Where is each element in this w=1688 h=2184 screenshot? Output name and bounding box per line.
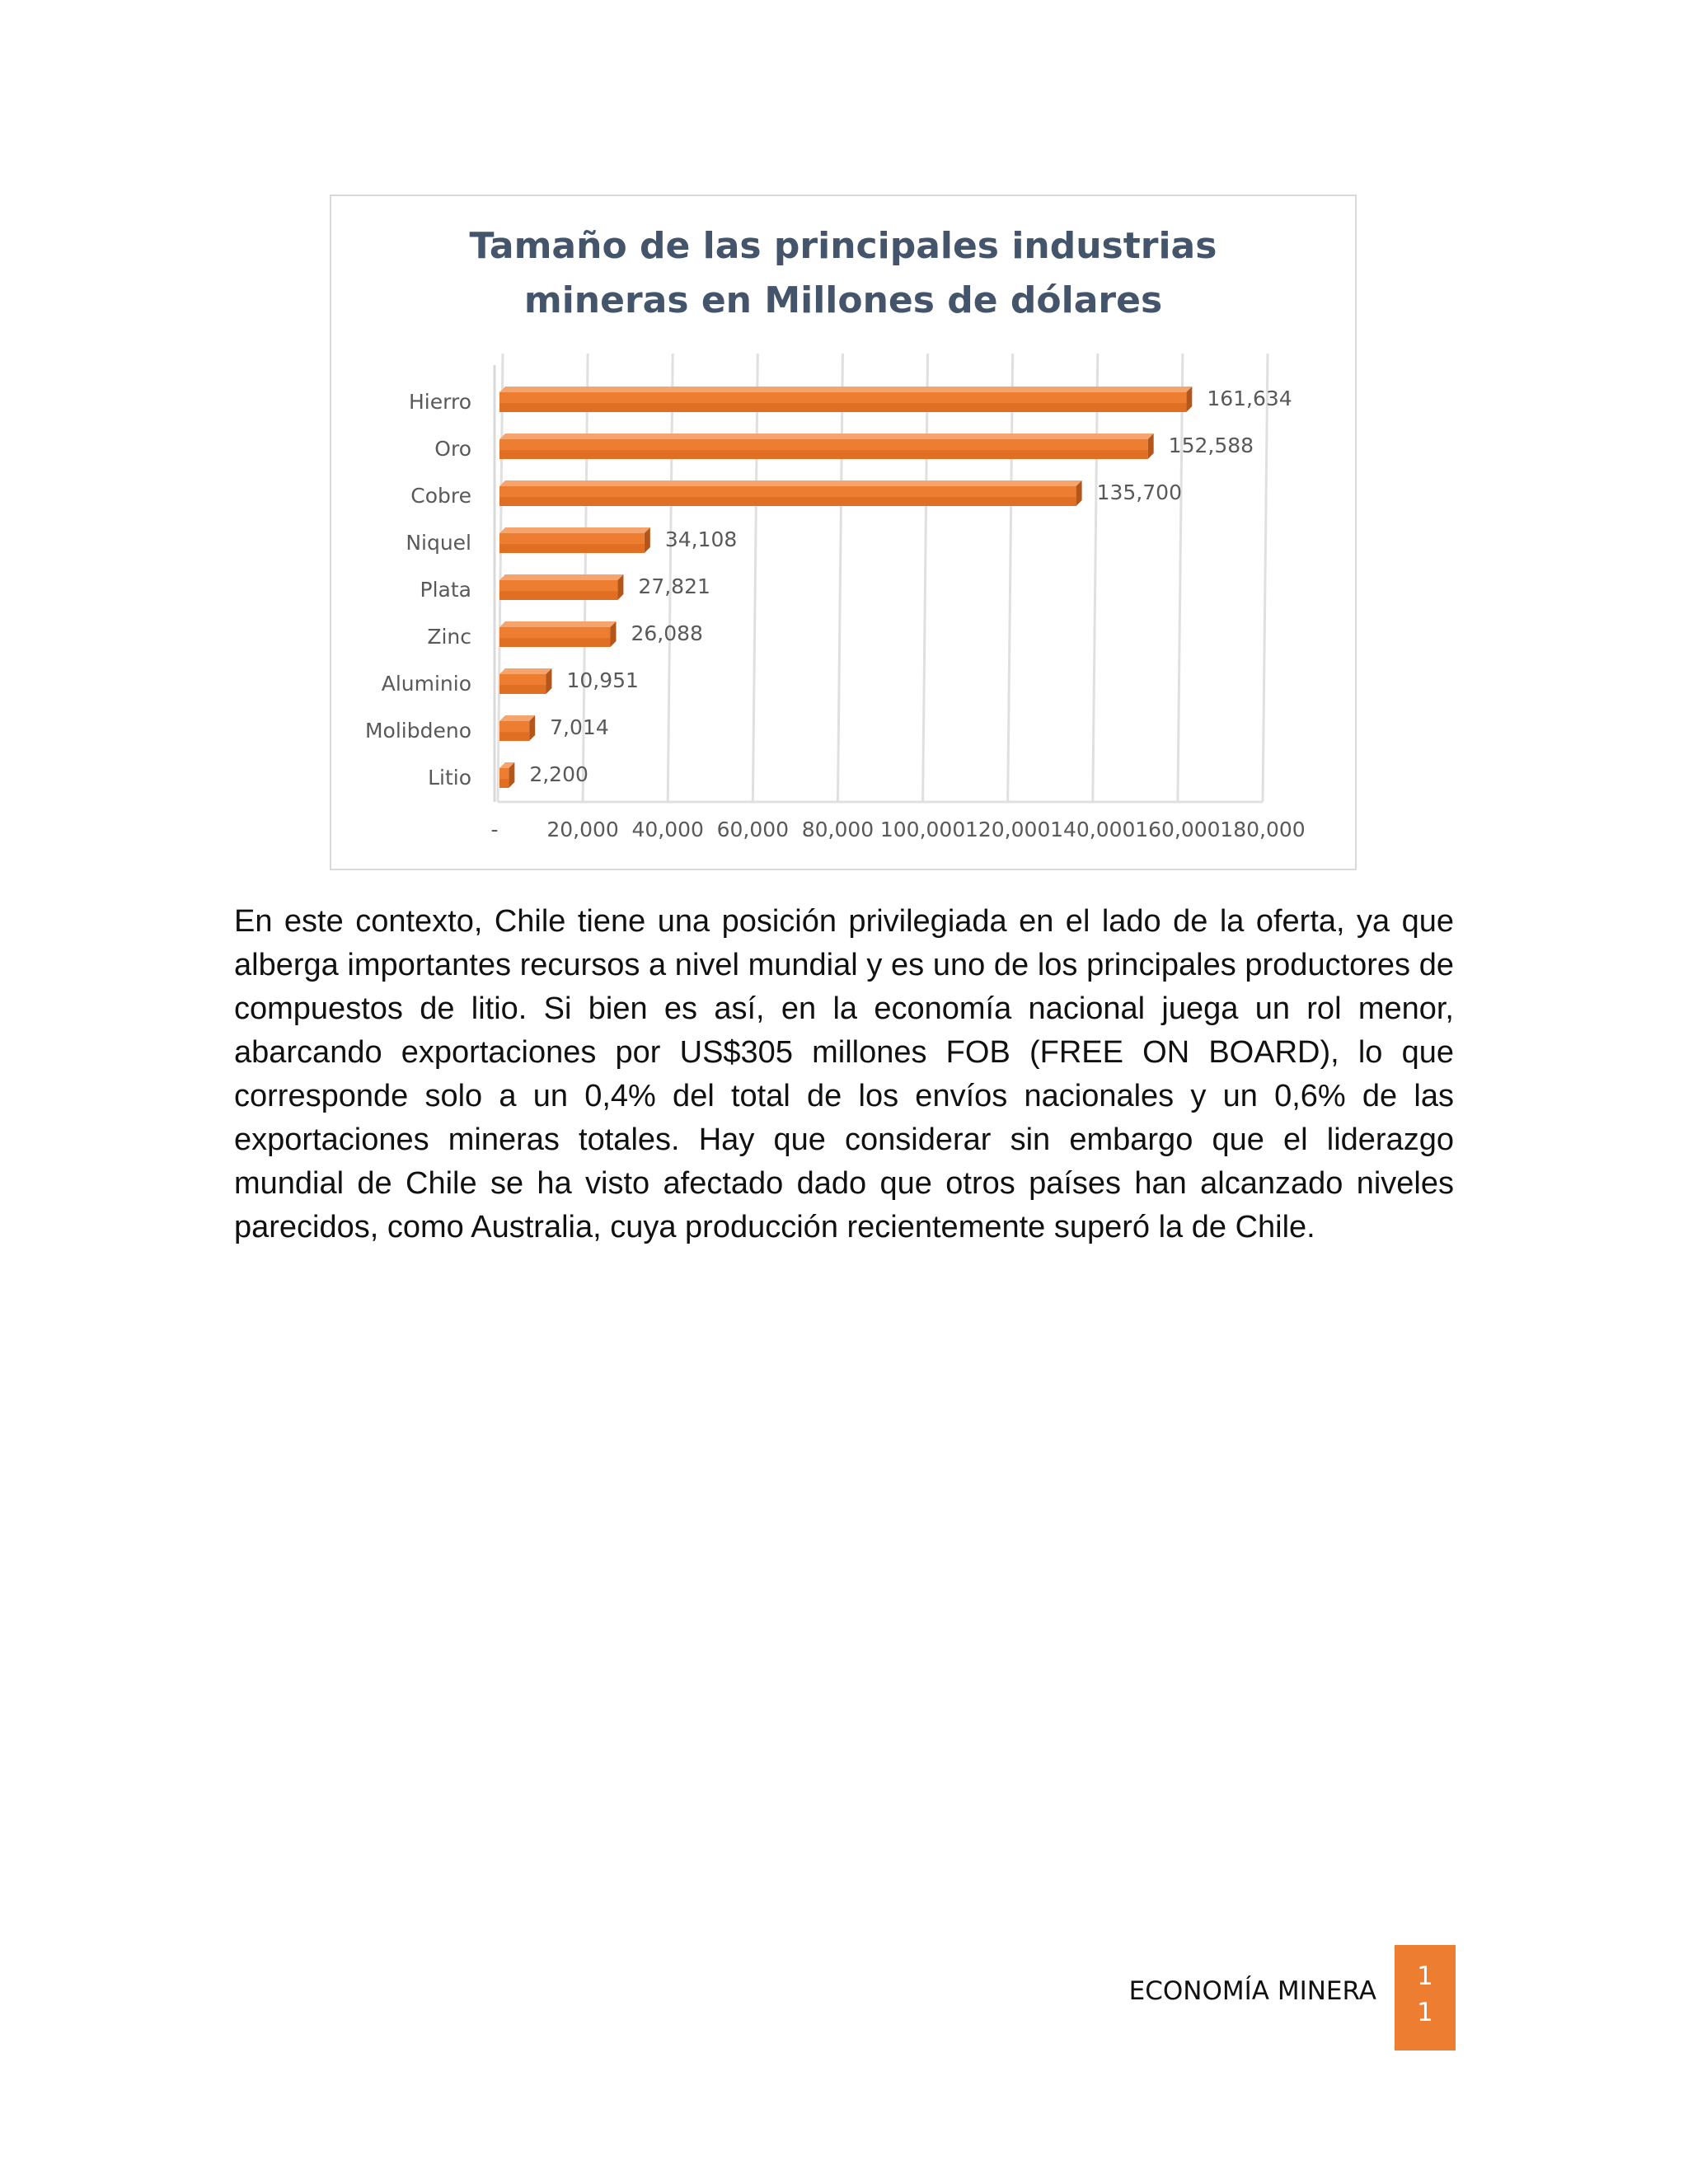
category-label: Oro	[434, 437, 471, 461]
x-tick-label: 80,000	[801, 818, 874, 841]
bar-top-face	[499, 621, 616, 627]
bar-top-face	[499, 668, 551, 674]
bar-top-face	[499, 387, 1192, 392]
bar-shade	[499, 685, 546, 694]
category-label: Molibdeno	[364, 719, 471, 743]
value-label: 152,588	[1168, 434, 1254, 457]
value-label: 135,700	[1096, 480, 1182, 504]
footer-label: ECONOMÍA MINERA	[1128, 1976, 1376, 2006]
x-tick-label: 60,000	[716, 818, 790, 841]
value-label: 10,951	[566, 668, 639, 692]
x-tick-label: 160,000	[1135, 818, 1221, 841]
value-label: 161,634	[1207, 387, 1292, 410]
x-tick-label: 20,000	[546, 818, 619, 841]
gridline	[1178, 354, 1183, 802]
x-tick-label: -	[490, 818, 499, 841]
bar-shade	[499, 450, 1148, 459]
x-tick-label: 140,000	[1050, 818, 1136, 841]
gridline	[837, 354, 842, 802]
gridline	[923, 354, 928, 802]
bar-top-face	[499, 574, 623, 580]
chart-title-line-1: Tamaño de las principales industrias	[469, 225, 1217, 267]
x-tick-label: 100,000	[879, 818, 966, 841]
body-paragraph: En este contexto, Chile tiene una posición privilegiada en el lado de la oferta, ya que alberga importantes recursos a nivel mundial y es uno de los principales productores de compuestos de litio. Si bien es así, en la economía nacional juega un rol menor, abarcando exportaciones por US$305 millones FOB (FREE ON BOARD), lo que corresponde solo a un 0,4% del total de los envíos nacionales y un 0,6% de las exportaciones mineras totales. Hay que considerar sin embargo que el liderazgo mundial de Chile se ha visto afectado dado que otros países han alcanzado niveles parecidos, como Australia, cuya producción recientemente superó la de Chile.	[234, 904, 1454, 1244]
gridline	[753, 354, 757, 802]
value-label: 26,088	[631, 621, 703, 645]
page-number-digit-1: 1	[1417, 1961, 1433, 1991]
category-label: Plata	[420, 578, 471, 602]
page-number-badge	[1395, 1945, 1456, 2050]
bar-shade	[499, 638, 610, 647]
category-label: Litio	[428, 766, 471, 790]
category-label: Hierro	[409, 390, 471, 414]
category-label: Niquel	[406, 531, 471, 555]
chart-frame	[330, 194, 1357, 870]
value-label: 27,821	[638, 574, 710, 598]
bar-chart	[331, 196, 1355, 869]
gridline	[1093, 354, 1098, 802]
bar-shade	[499, 591, 617, 600]
x-tick-label: 180,000	[1220, 818, 1306, 841]
value-label: 34,108	[664, 527, 738, 551]
bar-shade	[499, 544, 645, 553]
bar-top-face	[499, 527, 650, 533]
category-label: Zinc	[427, 625, 471, 649]
bar-shade	[499, 403, 1186, 412]
x-tick-label: 40,000	[631, 818, 704, 841]
category-label: Aluminio	[381, 672, 471, 696]
gridline	[1263, 354, 1268, 802]
bar-top-face	[499, 480, 1082, 486]
value-label: 2,200	[529, 762, 588, 786]
bar-shade	[499, 779, 509, 788]
page-number-digit-2: 1	[1417, 1998, 1433, 2027]
bar-shade	[499, 732, 529, 741]
chart-title-line-2: mineras en Millones de dólares	[523, 279, 1163, 321]
category-label: Cobre	[410, 484, 471, 508]
x-tick-label: 120,000	[964, 818, 1051, 841]
bar-top-face	[499, 715, 535, 721]
bar-top-face	[499, 434, 1154, 439]
bar-shade	[499, 497, 1076, 506]
value-label: 7,014	[550, 715, 609, 739]
gridline	[1008, 354, 1013, 802]
